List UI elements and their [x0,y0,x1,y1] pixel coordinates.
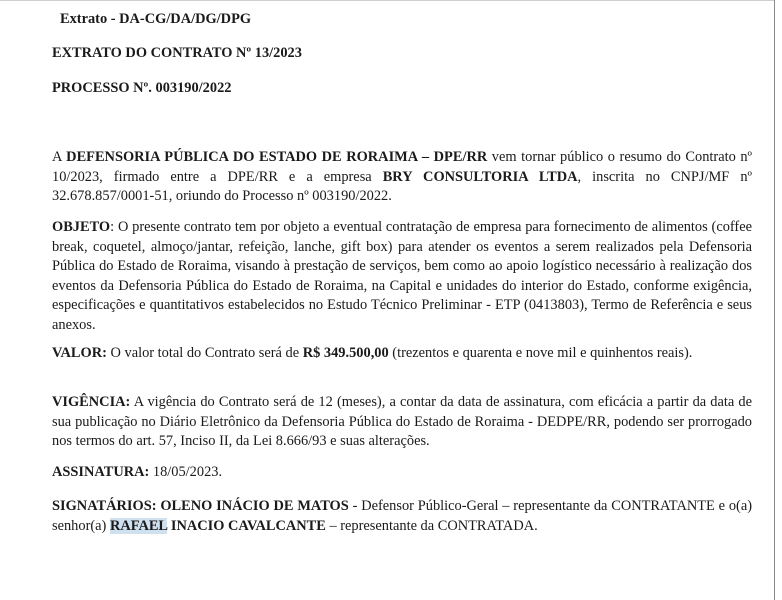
signatarios-text-1: - Defensor Público-Geral – representante da CONTRATANTE e o(a) senhor(a) [52,498,752,534]
top-border [0,0,774,1]
objeto-paragraph [52,218,752,336]
objeto-label: OBJETO [52,219,111,235]
signatarios-text-2: – representante da CONTRATADA. [325,517,538,534]
valor-paragraph [52,344,752,364]
vigencia-paragraph [52,393,752,452]
signatory-2-surname: INACIO CAVALCANTE [167,517,326,534]
extrato-reference: Extrato - DA-CG/DA/DG/DPG [60,11,252,27]
assinatura-paragraph [52,463,752,483]
valor-text-2: (trezentos e quarenta e nove mil e quinhentos reais). [388,345,693,361]
intro-text-3: , inscrita no CNPJ/MF nº 32.678.857/0001-51, oriundo do Processo nº 003190/2022. [52,168,752,205]
contract-title: EXTRATO DO CONTRATO Nº 13/2023 [52,45,302,61]
valor-label: VALOR: [52,345,107,361]
intro-paragraph [52,148,752,207]
company-name: BRY CONSULTORIA LTDA [382,168,578,185]
assinatura-date: 18/05/2023. [149,464,223,480]
vigencia-label: VIGÊNCIA: [52,394,131,410]
intro-text-1: A [52,149,67,165]
signatory-2-first-name: RAFAEL [109,517,168,534]
signatarios-label: SIGNATÁRIOS: [52,498,157,514]
entity-name: DEFENSORIA PÚBLICA DO ESTADO DE RORAIMA – DPE/RR [66,149,488,165]
valor-text-1: O valor total do Contrato será de [106,345,303,361]
assinatura-label: ASSINATURA: [52,464,150,480]
intro-text-2: vem tornar público o resumo do Contrato nº 10/2023, firmado entre a DPE/RR e a empresa [52,149,752,185]
right-border [774,0,775,600]
vigencia-text: A vigência do Contrato será de 12 (meses), a contar da data de assinatura, com eficácia a partir da data de sua publicação no Diário Eletrônico da Defensoria Pública do Estado de Roraima - DEDPE/RR, podendo ser prorrogado nos termos do art. 57, Inciso II, da Lei 8.666/93 e suas alterações. [52,394,752,450]
objeto-text: : O presente contrato tem por objeto a eventual contratação de empresa para fornecimento de alimentos (coffee break, coquetel, almoço/jantar, refeição, lanche, gift box) para atender os eventos a serem realizados pela Defensoria Pública do Estado de Roraima, visando à prestação de serviços, bem como ao apoio logístico necessário à realização dos eventos da Defensoria Pública do Estado de Roraima, na Capital e unidades do interior do Estado, conforme exigência, especificações e quantitativos estabelecidos no Estudo Técnico Preliminar - ETP (0413803), Termo de Referência e seus anexos. [52,219,752,333]
valor-amount: R$ 349.500,00 [302,345,389,361]
signatory-1-name: OLENO INÁCIO DE MATOS [156,498,349,514]
process-number: PROCESSO Nº. 003190/2022 [52,80,232,96]
signatarios-paragraph [52,497,752,536]
